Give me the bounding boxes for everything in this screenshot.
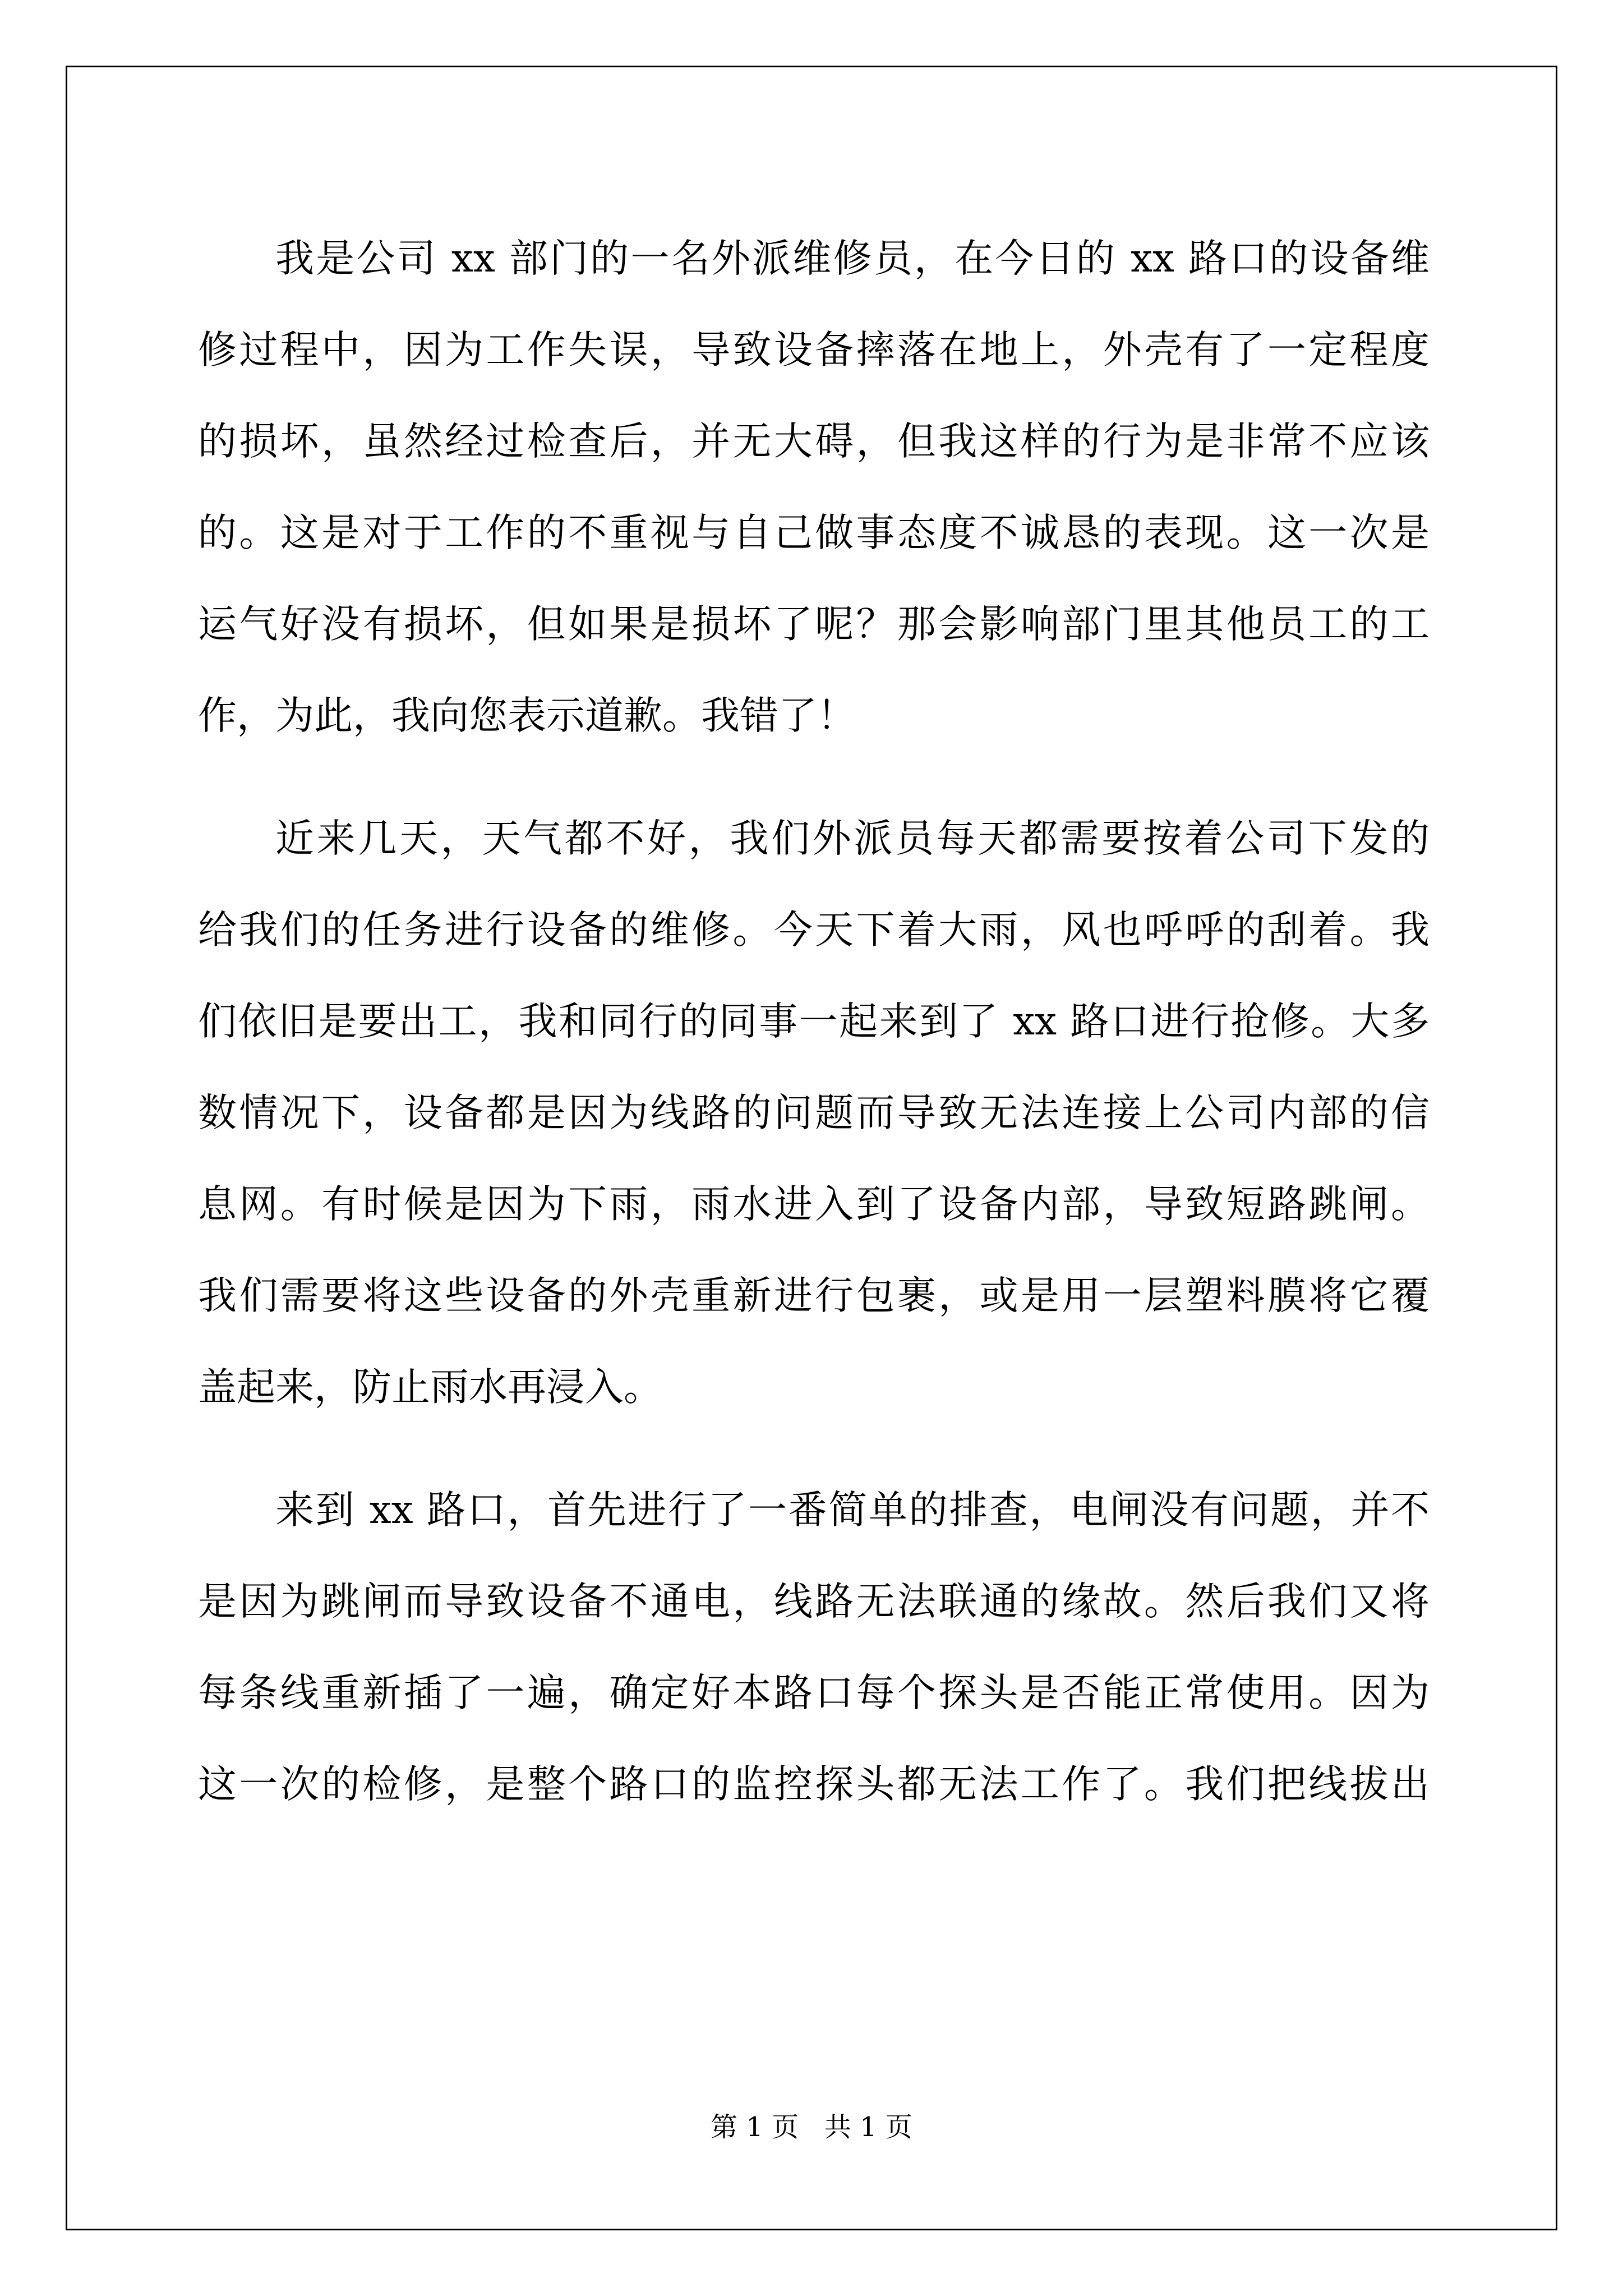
paragraph-2-line-4: 数情况下，设备都是因为线路的问题而导致无法连接上公司内部的信 [198, 1091, 1430, 1135]
paragraph-1-line-1: 我是公司 xx 部门的一名外派维修员，在今日的 xx 路口的设备维 [275, 236, 1430, 281]
paragraph-1-line-6: 作，为此，我向您表示道歉。我错了！ [198, 693, 856, 738]
paragraph-2-line-5: 息网。有时候是因为下雨，雨水进入到了设备内部，导致短路跳闸。 [198, 1182, 1430, 1227]
paragraph-3-line-2: 是因为跳闸而导致设备不通电，线路无法联通的缘故。然后我们又将 [198, 1579, 1430, 1624]
paragraph-gap [198, 1433, 1430, 1465]
paragraph-gap [198, 762, 1430, 793]
paragraph-2-line-1: 近来几天，天气都不好，我们外派员每天都需要按着公司下发的 [275, 816, 1430, 861]
page-footer: 第 1 页 共 1 页 [711, 2111, 912, 2143]
paragraph-2-line-7: 盖起来，防止雨水再浸入。 [198, 1365, 662, 1410]
paragraph-1-line-2: 修过程中，因为工作失误，导致设备摔落在地上，外壳有了一定程度 [198, 328, 1430, 372]
paragraph-2-line-6: 我们需要将这些设备的外壳重新进行包裹，或是用一层塑料膜将它覆 [198, 1273, 1430, 1318]
document-body [198, 213, 1430, 1830]
paragraph-1-line-4: 的。这是对于工作的不重视与自己做事态度不诚恳的表现。这一次是 [198, 510, 1430, 555]
paragraph-3-line-3: 每条线重新插了一遍，确定好本路口每个探头是否能正常使用。因为 [198, 1671, 1430, 1715]
paragraph-1-line-5: 运气好没有损坏，但如果是损坏了呢？那会影响部门里其他员工的工 [198, 602, 1430, 647]
paragraph-1-line-3: 的损坏，虽然经过检查后，并无大碍，但我这样的行为是非常不应该 [198, 419, 1430, 464]
paragraph-3-line-1: 来到 xx 路口，首先进行了一番简单的排查，电闸没有问题，并不 [275, 1488, 1430, 1533]
paragraph-2-line-2: 给我们的任务进行设备的维修。今天下着大雨，风也呼呼的刮着。我 [198, 908, 1430, 953]
paragraph-2-line-3: 们依旧是要出工，我和同行的同事一起来到了 xx 路口进行抢修。大多 [198, 999, 1430, 1044]
paragraph-3-line-4: 这一次的检修，是整个路口的监控探头都无法工作了。我们把线拔出 [198, 1762, 1430, 1807]
